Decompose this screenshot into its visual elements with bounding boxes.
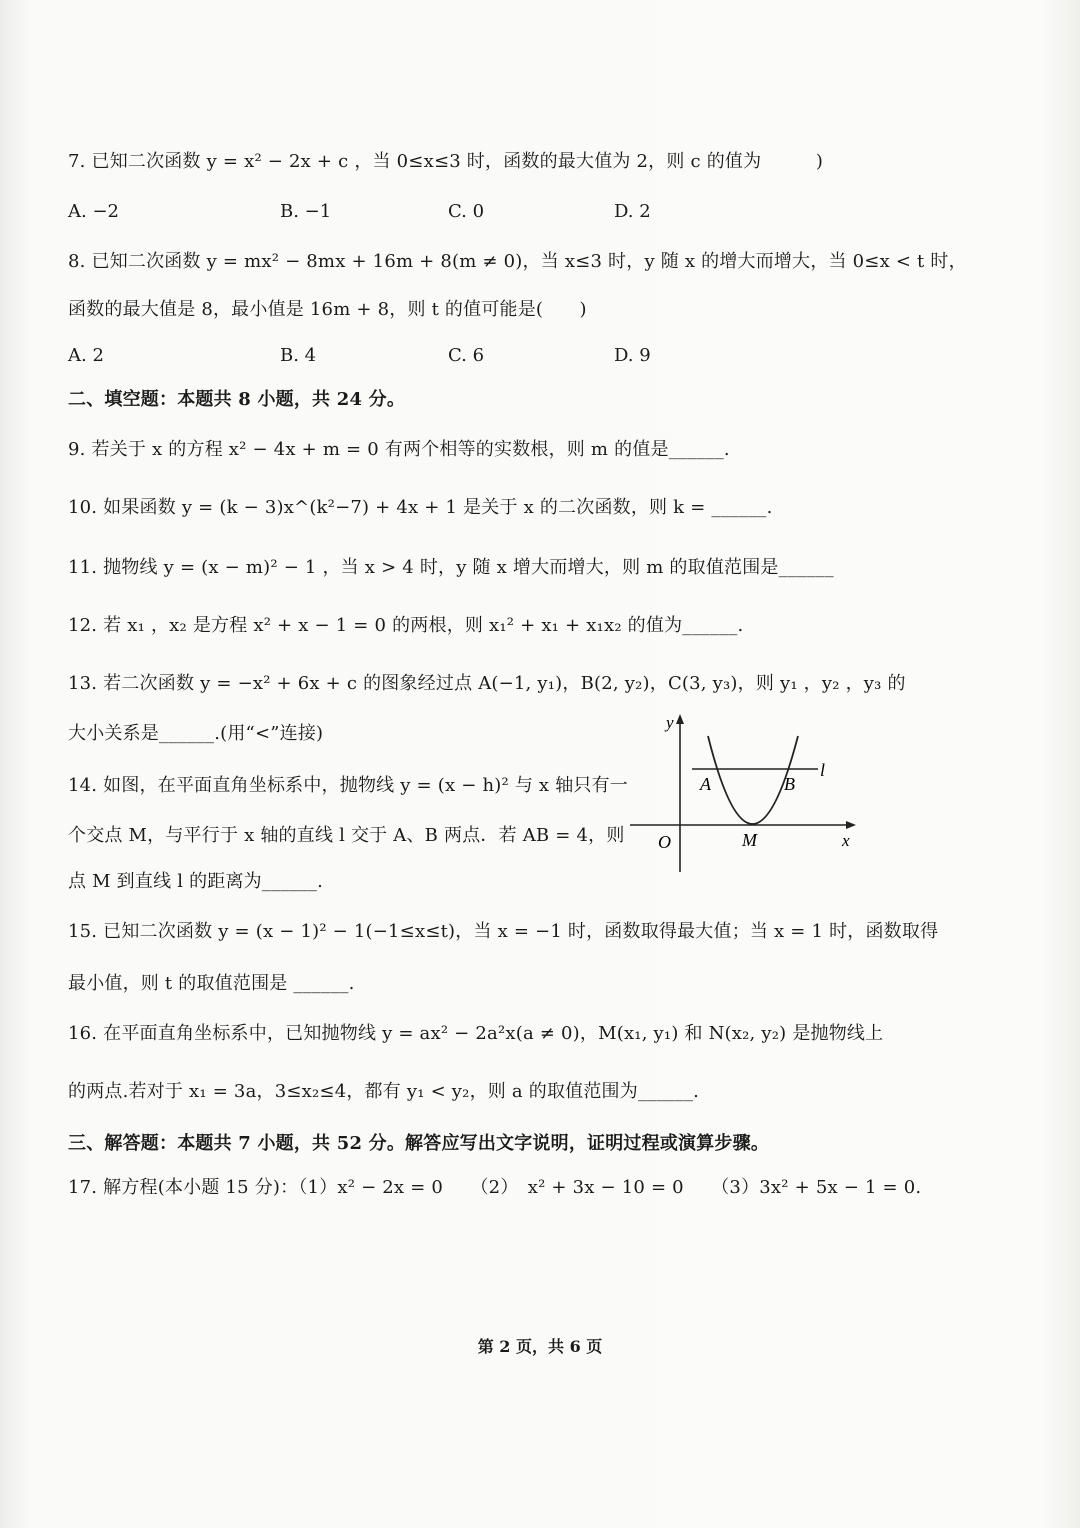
x-axis-label: x <box>842 831 850 850</box>
question-15-line2: 最小值，则 t 的取值范围是 ______. <box>68 973 355 994</box>
section-2-heading: 二、填空题：本题共 8 小题，共 24 分。 <box>68 389 406 410</box>
question-15-line1: 15. 已知二次函数 y = (x − 1)² − 1(−1≤x≤t)，当 x = −1 时，函数取得最大值；当 x = 1 时，函数取得 <box>68 921 939 942</box>
y-axis-label: y <box>666 713 674 732</box>
q7-option-c: C. 0 <box>448 201 485 222</box>
question-13-line1: 13. 若二次函数 y = −x² + 6x + c 的图象经过点 A(−1, y₁)，B(2, y₂)，C(3, y₃)，则 y₁ ，y₂ ，y₃ 的 <box>68 673 906 694</box>
parabola-figure <box>622 712 862 877</box>
question-14-line1: 14. 如图，在平面直角坐标系中，抛物线 y = (x − h)² 与 x 轴只有一 <box>68 775 629 796</box>
line-l-label: l <box>820 760 826 780</box>
q7-option-b: B. −1 <box>280 201 332 222</box>
origin-label: O <box>658 832 671 852</box>
y-axis-arrow <box>676 714 684 724</box>
question-14-line2: 个交点 M，与平行于 x 轴的直线 l 交于 A、B 两点．若 AB = 4，则 <box>68 825 625 846</box>
q7-option-d: D. 2 <box>614 201 651 222</box>
question-17: 17. 解方程(本小题 15 分)：（1）x² − 2x = 0 （2） x² + 3x − 10 = 0 （3）3x² + 5x − 1 = 0. <box>68 1177 922 1198</box>
question-8-line1: 8. 已知二次函数 y = mx² − 8mx + 16m + 8(m ≠ 0)，当 x≤3 时，y 随 x 的增大而增大，当 0≤x < t 时， <box>68 251 967 272</box>
point-b-label: B <box>784 774 795 794</box>
question-7: 7. 已知二次函数 y = x² − 2x + c ，当 0≤x≤3 时，函数的最大值为 2，则 c 的值为 ) <box>68 151 824 172</box>
page-footer: 第 2 页，共 6 页 <box>477 1337 603 1356</box>
question-11: 11. 抛物线 y = (x − m)² − 1 ，当 x > 4 时，y 随 x 增大而增大，则 m 的取值范围是______ <box>68 557 834 578</box>
q8-option-c: C. 6 <box>448 345 485 366</box>
question-10: 10. 如果函数 y = (k − 3)x^(k²−7) + 4x + 1 是关于 x 的二次函数，则 k = ______. <box>68 497 773 518</box>
q7-option-a: A. −2 <box>68 201 119 222</box>
section-3-heading: 三、解答题：本题共 7 小题，共 52 分。解答应写出文字说明，证明过程或演算步骤。 <box>68 1133 770 1154</box>
question-12: 12. 若 x₁ ，x₂ 是方程 x² + x − 1 = 0 的两根，则 x₁² + x₁ + x₁x₂ 的值为______. <box>68 615 744 636</box>
question-13-line2: 大小关系是______.(用“<”连接) <box>68 723 324 744</box>
question-14-line3: 点 M 到直线 l 的距离为______. <box>68 871 323 892</box>
question-9: 9. 若关于 x 的方程 x² − 4x + m = 0 有两个相等的实数根，则 m 的值是______. <box>68 439 730 460</box>
question-16-line2: 的两点.若对于 x₁ = 3a，3≤x₂≤4，都有 y₁ < y₂，则 a 的取值范围为______. <box>68 1081 700 1102</box>
q8-option-d: D. 9 <box>614 345 651 366</box>
question-8-line2: 函数的最大值是 8，最小值是 16m + 8，则 t 的值可能是( ) <box>68 299 587 320</box>
point-a-label: A <box>700 774 711 794</box>
question-16-line1: 16. 在平面直角坐标系中，已知抛物线 y = ax² − 2a²x(a ≠ 0)，M(x₁, y₁) 和 N(x₂, y₂) 是抛物线上 <box>68 1023 884 1044</box>
q8-option-a: A. 2 <box>68 345 104 366</box>
point-m-label: M <box>742 830 757 850</box>
q8-option-b: B. 4 <box>280 345 317 366</box>
x-axis-arrow <box>846 821 856 829</box>
